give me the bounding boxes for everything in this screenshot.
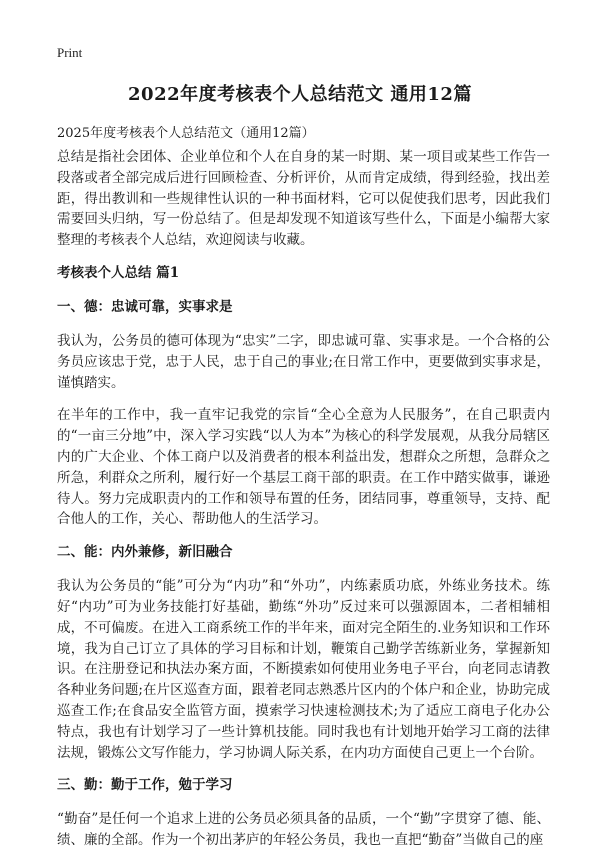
- article-title: 考核表个人总结 篇1: [57, 264, 180, 281]
- intro-paragraph: 总结是指社会团体、企业单位和个人在自身的某一时期、某一项目或某些工作告一段落或者全部完成后进行回顾检查、分析评价，从而肯定成绩，得到经验，找出差距，得出教训和一些规律性认识的一种书面材料，它可以促使我们思考，因此我们需要回头归纳，写一份总结了。但是却发现不知道该写些什么，下面是小编帮大家整理的考核表个人总结，欢迎阅读与收藏。: [57, 149, 550, 249]
- print-link[interactable]: Print: [57, 45, 83, 60]
- section-heading-2: 二、能：内外兼修，新旧融合: [57, 544, 233, 561]
- document-title: 2022年度考核表个人总结范文 通用12篇: [128, 84, 472, 105]
- section-2-paragraph-1: 我认为公务员的“能”可分为“内功”和“外功”，内练素质功底，外练业务技术。练好“内功”可为业务技能打好基础，勤练“外功”反过来可以强源固本，二者相辅相成，不可偏废。在进入工商系统工作的半年来，面对完全陌生的.业务知识和工作环境，我为自己订立了具体的学习目标和计划，鞭策自己勤学苦练新业务，掌握新知识。在注册登记和执法办案方面，不断摸索如何使用业务电子平台，向老同志请教各种业务问题;在片区巡查方面，跟着老同志熟悉片区内的个体户和企业，协助完成巡查工作;在食品安全监管方面，摸索学习快速检测技术;为了适应工商电子化办公特点，我也有计划学习了一些计算机技能。同时我也有计划地开始学习工商的法律法规，锻炼公文写作能力，学习协调人际关系，在内功方面使自己更上一个台阶。: [57, 578, 550, 761]
- document-subtitle: 2025年度考核表个人总结范文（通用12篇）: [57, 126, 315, 141]
- section-heading-3: 三、勤：勤于工作，勉于学习: [57, 777, 233, 794]
- document-body: [57, 147, 550, 863]
- section-3-paragraph-1: “勤奋”是任何一个追求上进的公务员必须具备的品质，一个“勤”字贯穿了德、能、绩、廉的全部。作为一个初出茅庐的年轻公务员，我也一直把“勤奋”当做自己的座: [57, 811, 550, 849]
- section-1-paragraph-2: 在半年的工作中，我一直牢记我党的宗旨“全心全意为人民服务”，在自己职责内的“一亩三分地”中，深入学习实践“以人为本”为核心的科学发展观，从我分局辖区内的广大企业、个体工商户以及消费者的根本利益出发，想群众之所想，急群众之所急，利群众之所利，履行好一个基层工商干部的职责。在工作中踏实做事，谦逊待人。努力完成职责内的工作和领导布置的任务，团结同事，尊重领导，支持、配合他人的工作，关心、帮助他人的生活学习。: [57, 407, 550, 528]
- section-heading-1: 一、德：忠诚可靠，实事求是: [57, 298, 233, 315]
- section-1-paragraph-1: 我认为，公务员的德可体现为“忠实”二字，即忠诚可靠、实事求是。一个合格的公务员应该忠于党，忠于人民，忠于自己的事业;在日常工作中，更要做到实事求是，谨慎踏实。: [57, 332, 550, 391]
